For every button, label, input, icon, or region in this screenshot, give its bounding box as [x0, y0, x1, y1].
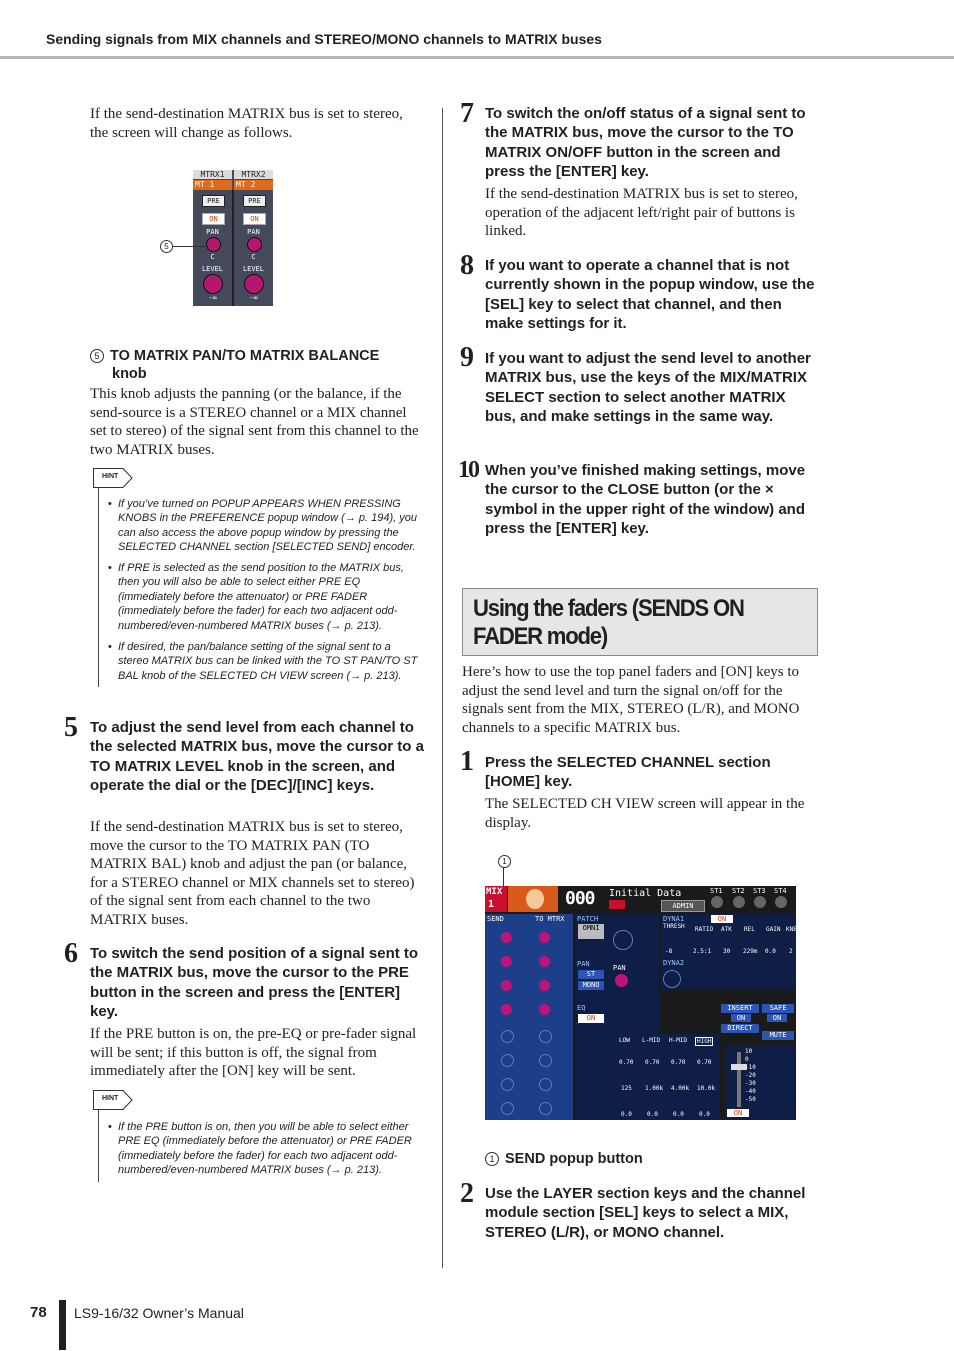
step-8-number: 8 — [460, 250, 474, 281]
section-heading-box — [462, 588, 818, 656]
eq-q-value: 0.70 — [645, 1059, 660, 1066]
ratio-label: RATIO — [695, 926, 714, 933]
step-2-title: Use the LAYER section keys and the channel module section [SEL] keys to select a MIX, STEREO (L/R), or MONO channel. — [485, 1185, 806, 1241]
fader-area — [725, 1046, 795, 1120]
fader-scale-mark: -10 — [745, 1064, 756, 1071]
center-label-1: C — [210, 253, 215, 261]
fader-track — [737, 1052, 741, 1107]
callout-body: This knob adjusts the panning (or the balance, if the send-source is a STEREO channel or a MIX channel set to stereo) of the signal sent from this channel to the two MATRIX buses. — [90, 386, 419, 458]
step-9-title: If you want to adjust the send level to another MATRIX bus, use the keys of the MIX/MATRIX SELECT section to select another MATRIX bus, and make settings in the same way. — [485, 350, 811, 426]
step-10-number: 10 — [458, 457, 478, 483]
bullet-icon: • — [108, 641, 112, 653]
to-mtrx-label: TO MTRX — [535, 915, 565, 923]
st4-knob[interactable] — [775, 896, 787, 908]
rel-value: 229m — [743, 948, 758, 955]
thresh-label: THRESH — [663, 923, 685, 930]
hint1-item: If you’ve turned on POPUP APPEARS WHEN PRESSING KNOBS in the PREFERENCE popup window (→ p. 194), you can also access the above popup window by pressing the SELECTED CHANNEL section [SELECTED SEND] encoder. — [118, 498, 417, 554]
level-value-1: -∞ — [208, 294, 217, 302]
step-6-body: If the PRE button is on, the pre-EQ or pre-fader signal will be sent; if this button is off, the signal from immediately after the [ON] key will be sent. — [90, 1026, 417, 1079]
eq-f-value: 125 — [621, 1085, 632, 1092]
channel-icon-area — [508, 886, 558, 912]
callout-title-line2: knob — [112, 366, 147, 382]
step-2-number: 2 — [460, 1178, 474, 1209]
bullet-icon: • — [108, 562, 112, 574]
level-knob-1[interactable] — [203, 274, 223, 294]
eq-q-value: 0.70 — [671, 1059, 686, 1066]
send-knob[interactable] — [539, 1102, 552, 1115]
figure-callout-5: 5 — [160, 240, 173, 253]
drum-icon — [526, 889, 544, 909]
eq-q-value: 0.70 — [697, 1059, 712, 1066]
strip-divider — [232, 190, 234, 306]
send-knob[interactable] — [501, 1054, 514, 1067]
atk-value: 30 — [723, 948, 731, 955]
fader-scale-mark: -40 — [745, 1088, 756, 1095]
callout-title-line1: TO MATRIX PAN/TO MATRIX BALANCE — [110, 348, 380, 364]
gain-label: GAIN — [766, 926, 781, 933]
level-label-1: LEVEL — [201, 265, 224, 273]
step-1-title: Press the SELECTED CHANNEL section [HOME] key. — [485, 754, 771, 791]
level-knob-2[interactable] — [244, 274, 264, 294]
callout-number-icon: 5 — [90, 349, 104, 363]
mtrx2-label: MT 2 — [234, 180, 273, 190]
send-knob[interactable] — [539, 980, 550, 991]
fader-scale-mark: 10 — [745, 1048, 753, 1055]
mtrx2-name: MTRX2 — [234, 170, 273, 179]
mono-button[interactable]: MONO — [578, 981, 604, 990]
step-6-title: To switch the send position of a signal sent to the MATRIX bus, move the cursor to the PRE button in the screen and press the [ENTER] key. — [90, 945, 419, 1021]
bullet-icon: • — [108, 498, 112, 510]
channel-number: 1 — [488, 899, 495, 910]
send-popup-callout — [485, 1150, 805, 1168]
header-rule — [0, 56, 954, 59]
insert-on-button[interactable]: ON — [731, 1014, 751, 1022]
level-value-2: -∞ — [249, 294, 258, 302]
level-label-2: LEVEL — [242, 265, 265, 273]
hint1-item: If desired, the pan/balance setting of the signal sent to a stereo MATRIX bus can be linked with the TO ST PAN/TO ST BAL knob of the SELECTED CH VIEW screen (→ p. 213). — [118, 641, 418, 682]
send-knob[interactable] — [501, 1102, 514, 1115]
safe-button[interactable]: SAFE — [762, 1004, 794, 1013]
hint-label: HINT — [102, 1095, 119, 1102]
hint-box-1 — [98, 473, 119, 687]
fader-scale-mark: 0 — [745, 1056, 749, 1063]
manual-title: LS9-16/32 Owner’s Manual — [74, 1305, 244, 1321]
mtrx1-label: MT 1 — [193, 180, 232, 190]
thresh-value: -8 — [665, 948, 673, 955]
send-popup-button[interactable]: SEND — [487, 915, 504, 923]
send-knob[interactable] — [501, 932, 512, 943]
on-button-1[interactable]: ON — [202, 213, 225, 225]
send-knob[interactable] — [539, 956, 550, 967]
matrix-pan-screenshot — [193, 170, 273, 306]
step-9-number: 9 — [460, 342, 474, 373]
knee-label: KNEE — [786, 926, 801, 933]
st2-label: ST2 — [732, 887, 745, 895]
eq-f-value: 4.00k — [671, 1085, 690, 1092]
gain-knob[interactable] — [613, 930, 633, 950]
insert-button[interactable]: INSERT — [721, 1004, 759, 1013]
send-knob[interactable] — [501, 1078, 514, 1091]
bullet-icon: • — [108, 1121, 112, 1133]
send-knob[interactable] — [539, 1004, 550, 1015]
pre-button-2[interactable]: PRE — [243, 195, 266, 207]
eq-g-value: 0.0 — [699, 1111, 710, 1118]
eq-g-value: 0.0 — [621, 1111, 632, 1118]
send-knob[interactable] — [501, 980, 512, 991]
send-knob[interactable] — [539, 1054, 552, 1067]
eq-band-high: HIGH — [697, 1038, 712, 1045]
eq-on-button[interactable]: ON — [578, 1014, 604, 1023]
on-button-2[interactable]: ON — [243, 213, 266, 225]
send-knob[interactable] — [501, 1004, 512, 1015]
step-8-title: If you want to operate a channel that is not currently shown in the popup window, use the [SEL] key to select that channel, and then make settings for it. — [485, 257, 815, 333]
center-label-2: C — [251, 253, 256, 261]
hint2-item: If the PRE button is on, then you will be able to select either PRE EQ (immediately before the attenuator) or PRE FADER (immediately before the fader) for each two adjacent odd-numbered/even-numbered MATRIX buses (→ p. 213). — [118, 1121, 412, 1177]
step-6-number: 6 — [64, 938, 78, 969]
step-5-number: 5 — [64, 712, 78, 743]
st1-knob[interactable] — [711, 896, 723, 908]
eq-f-value: 1.00k — [645, 1085, 664, 1092]
fader-on-button[interactable]: ON — [727, 1109, 749, 1117]
step-1-number: 1 — [460, 746, 474, 777]
send-section — [485, 914, 573, 1120]
dyna1-label: DYNA1 — [663, 915, 685, 923]
channel-type-box — [485, 886, 507, 912]
ratio-value: 2.5:1 — [693, 948, 712, 955]
pan-knob-2[interactable] — [247, 237, 262, 252]
pre-button-1[interactable]: PRE — [202, 195, 225, 207]
channel-type: MIX — [486, 887, 503, 897]
callout-heading — [90, 347, 420, 383]
fader-scale-mark: -50 — [745, 1096, 756, 1103]
rel-label: REL — [744, 926, 755, 933]
eq-q-value: 0.70 — [619, 1059, 634, 1066]
admin-button[interactable]: ADMIN — [661, 900, 705, 912]
scene-counter: 000 — [565, 888, 595, 909]
hint-box-2 — [98, 1095, 119, 1182]
step-5-title: To adjust the send level from each channel to the selected MATRIX bus, move the cursor to a TO MATRIX LEVEL knob in the screen, and operate the dial or the [DEC]/[INC] keys. — [90, 719, 424, 795]
step-7-body: If the send-destination MATRIX bus is set to stereo, operation of the adjacent left/right pair of buttons is linked. — [485, 186, 798, 239]
eq-band-hmid: H-MID — [669, 1037, 688, 1044]
callout-number-icon: 1 — [485, 1152, 499, 1166]
step-10-title: When you’ve finished making settings, move the cursor to the CLOSE button (or the × symbol in the upper right of the window) and press the [ENTER] key. — [485, 462, 806, 538]
pan-label-1: PAN — [206, 228, 219, 236]
footer-bar — [59, 1300, 66, 1350]
scene-title: Initial Data — [609, 888, 682, 899]
mute-button[interactable]: MUTE — [762, 1031, 794, 1040]
page-number: 78 — [30, 1304, 47, 1321]
dyna2-knob[interactable] — [663, 970, 681, 988]
eq-f-value: 10.0k — [697, 1085, 716, 1092]
dyna1-on-button[interactable]: ON — [711, 915, 733, 923]
send-knob[interactable] — [501, 1030, 514, 1043]
step-7-number: 7 — [460, 98, 474, 129]
step-5-body: If the send-destination MATRIX bus is set to stereo, move the cursor to the TO MATRIX PAN (TO MATRIX BAL) knob and adjust the pan (or balance, for a STEREO channel or MIX channels set to stereo) of the signal sent from each channel to the two MATRIX buses. — [90, 819, 415, 928]
eq-band-low: LOW — [619, 1037, 630, 1044]
eq-g-value: 0.0 — [673, 1111, 684, 1118]
pan-label-2: PAN — [247, 228, 260, 236]
eq-g-value: 0.0 — [647, 1111, 658, 1118]
callout-leader-line — [172, 246, 208, 247]
column-divider — [442, 108, 443, 1268]
hint1-item: If PRE is selected as the send position to the MATRIX bus, then you will also be able to select either PRE EQ (immediately before the attenuator) or PRE FADER (immediately before the fader) for each two adjacent odd-numbered/even-numbered MATRIX buses (→ p. 213). — [118, 562, 404, 632]
st1-label: ST1 — [710, 887, 723, 895]
intro-text: If the send-destination MATRIX bus is set to stereo, the screen will change as follows. — [90, 106, 403, 141]
scene-recall-indicator — [609, 900, 625, 909]
knee-value: 2 — [789, 948, 793, 955]
gain-value: 0.0 — [765, 948, 776, 955]
running-header: Sending signals from MIX channels and STEREO/MONO channels to MATRIX buses — [46, 31, 602, 47]
send-knob[interactable] — [539, 1030, 552, 1043]
st3-knob[interactable] — [754, 896, 766, 908]
mtrx1-name: MTRX1 — [193, 170, 232, 179]
fader-scale-mark: -30 — [745, 1080, 756, 1087]
send-popup-label: SEND popup button — [505, 1151, 643, 1167]
st3-label: ST3 — [753, 887, 766, 895]
selected-ch-view-screenshot — [485, 886, 801, 1120]
hint-label: HINT — [102, 473, 119, 480]
figure-callout-1: 1 — [498, 855, 511, 868]
st-button[interactable]: ST — [578, 970, 604, 979]
send-knob[interactable] — [539, 932, 550, 943]
section-intro: Here’s how to use the top panel faders and [ON] keys to adjust the send level and turn the signal on/off for the signals sent from the MIX, STEREO (L/R), and MONO channels to a specific MATRIX bus. — [462, 664, 800, 736]
fader-scale — [745, 1048, 756, 1104]
atk-label: ATK — [721, 926, 732, 933]
fader-scale-mark: -20 — [745, 1072, 756, 1079]
pan-knob[interactable] — [615, 974, 628, 987]
dyna2-label: DYNA2 — [663, 959, 685, 967]
step-7-title: To switch the on/off status of a signal sent to the MATRIX bus, move the cursor to the TO MATRIX ON/OFF button in the screen and press the [ENTER] key. — [485, 105, 806, 181]
eq-label: EQ — [577, 1004, 586, 1012]
send-knob[interactable] — [501, 956, 512, 967]
patch-label[interactable]: PATCH — [577, 915, 599, 923]
pan-knob-label: PAN — [613, 964, 626, 972]
st4-label: ST4 — [774, 887, 787, 895]
section-title: Using the faders (SENDS ON FADER mode) — [473, 595, 744, 650]
send-knob[interactable] — [539, 1078, 552, 1091]
st2-knob[interactable] — [733, 896, 745, 908]
step-1-body: The SELECTED CH VIEW screen will appear in the display. — [485, 796, 805, 831]
pan-knob-1[interactable] — [206, 237, 221, 252]
eq-bands — [615, 1034, 720, 1120]
dyna-section — [661, 914, 801, 990]
eq-band-lmid: L-MID — [642, 1037, 661, 1044]
pan-section-label: PAN — [577, 960, 590, 968]
omni-button[interactable]: OMNI — [578, 924, 604, 939]
direct-button[interactable]: DIRECT — [721, 1024, 759, 1033]
safe-on-button[interactable]: ON — [767, 1014, 787, 1022]
